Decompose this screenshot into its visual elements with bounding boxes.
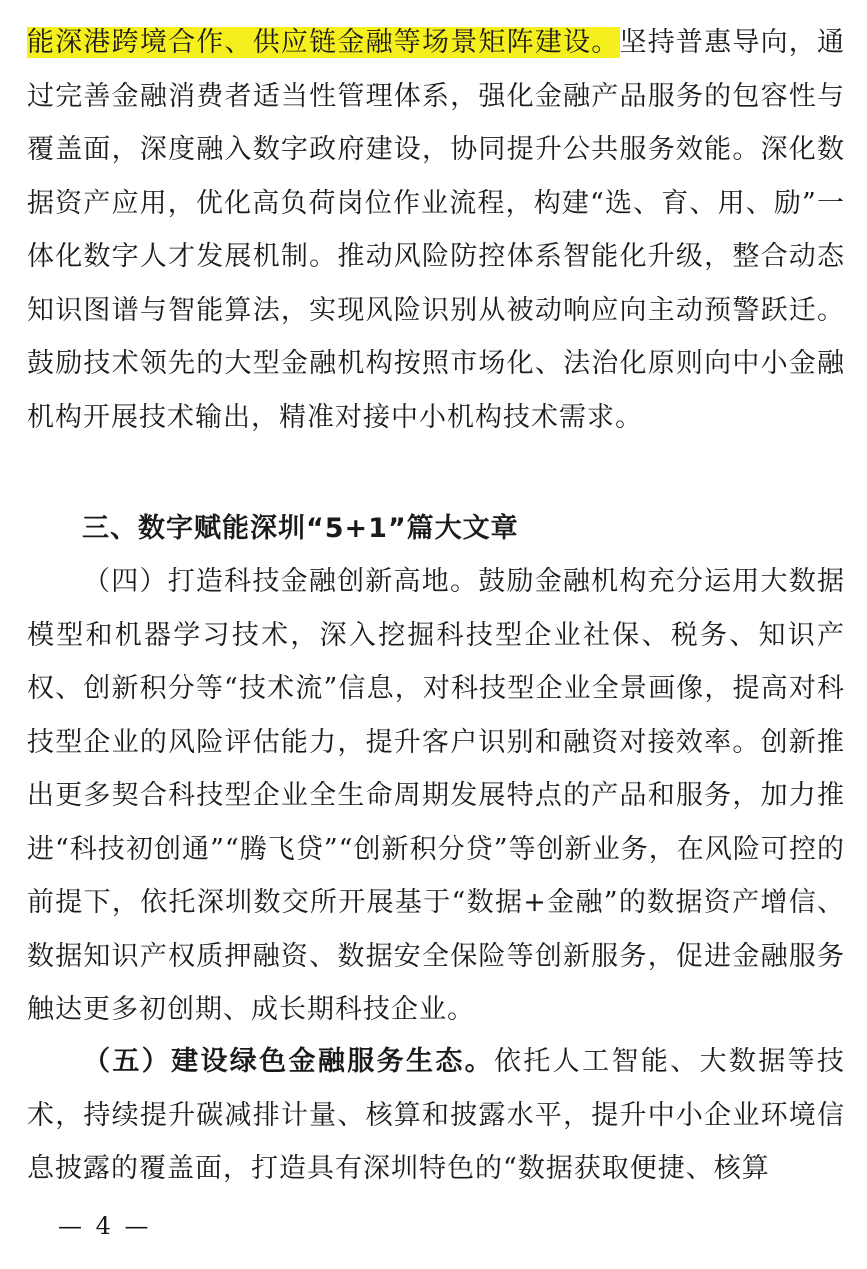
page-number: — 4 — <box>58 1212 152 1240</box>
paragraph-text: 鼓励金融机构充分运用大数据模型和机器学习技术，深入挖掘科技型企业社保、税务、知识产权、创新积分等“技术流”信息，对科技型企业全景画像，提高对科技型企业的风险评估能力，提升客户识别和融资对接效率。创新推出更多契合科技型企业全生命周期发展特点的产品和服务，加力推进“科技初创通”“腾飞贷”“创新积分贷”等创新业务，在风险可控的前提下，依托深圳数交所开展基于“数据+金融”的数据资产增信、数据知识产权质押融资、数据安全保险等创新服务，促进金融服务触达更多初创期、成长期科技企业。 <box>27 566 846 1025</box>
paragraph-lead: （五）建设绿色金融服务生态。 <box>83 1046 495 1077</box>
paragraph-green-finance <box>27 1035 845 1196</box>
paragraph-digital-strategy <box>27 16 845 444</box>
highlighted-text: 能深港跨境合作、供应链金融等场景矩阵建设。 <box>27 27 620 58</box>
section-heading: 三、数字赋能深圳“5+1”篇大文章 <box>82 513 519 544</box>
paragraph-lead: （四）打造科技金融创新高地。 <box>83 566 479 597</box>
paragraph-text: 依托人工智能、大数据等技术，持续提升碳减排计量、核算和披露水平，提升中小企业环境信息披露的覆盖面，打造具有深圳特色的“数据获取便捷、核算 <box>27 1046 846 1184</box>
paragraph-text: 坚持普惠导向，通过完善金融消费者适当性管理体系，强化金融产品服务的包容性与覆盖面，深度融入数字政府建设，协同提升公共服务效能。深化数据资产应用，优化高负荷岗位作业流程，构建“选、育、用、励”一体化数字人才发展机制。推动风险防控体系智能化升级，整合动态知识图谱与智能算法，实现风险识别从被动响应向主动预警跃迁。鼓励技术领先的大型金融机构按照市场化、法治化原则向中小金融机构开展技术输出，精准对接中小机构技术需求。 <box>27 27 845 433</box>
paragraph-tech-finance <box>27 555 845 1037</box>
